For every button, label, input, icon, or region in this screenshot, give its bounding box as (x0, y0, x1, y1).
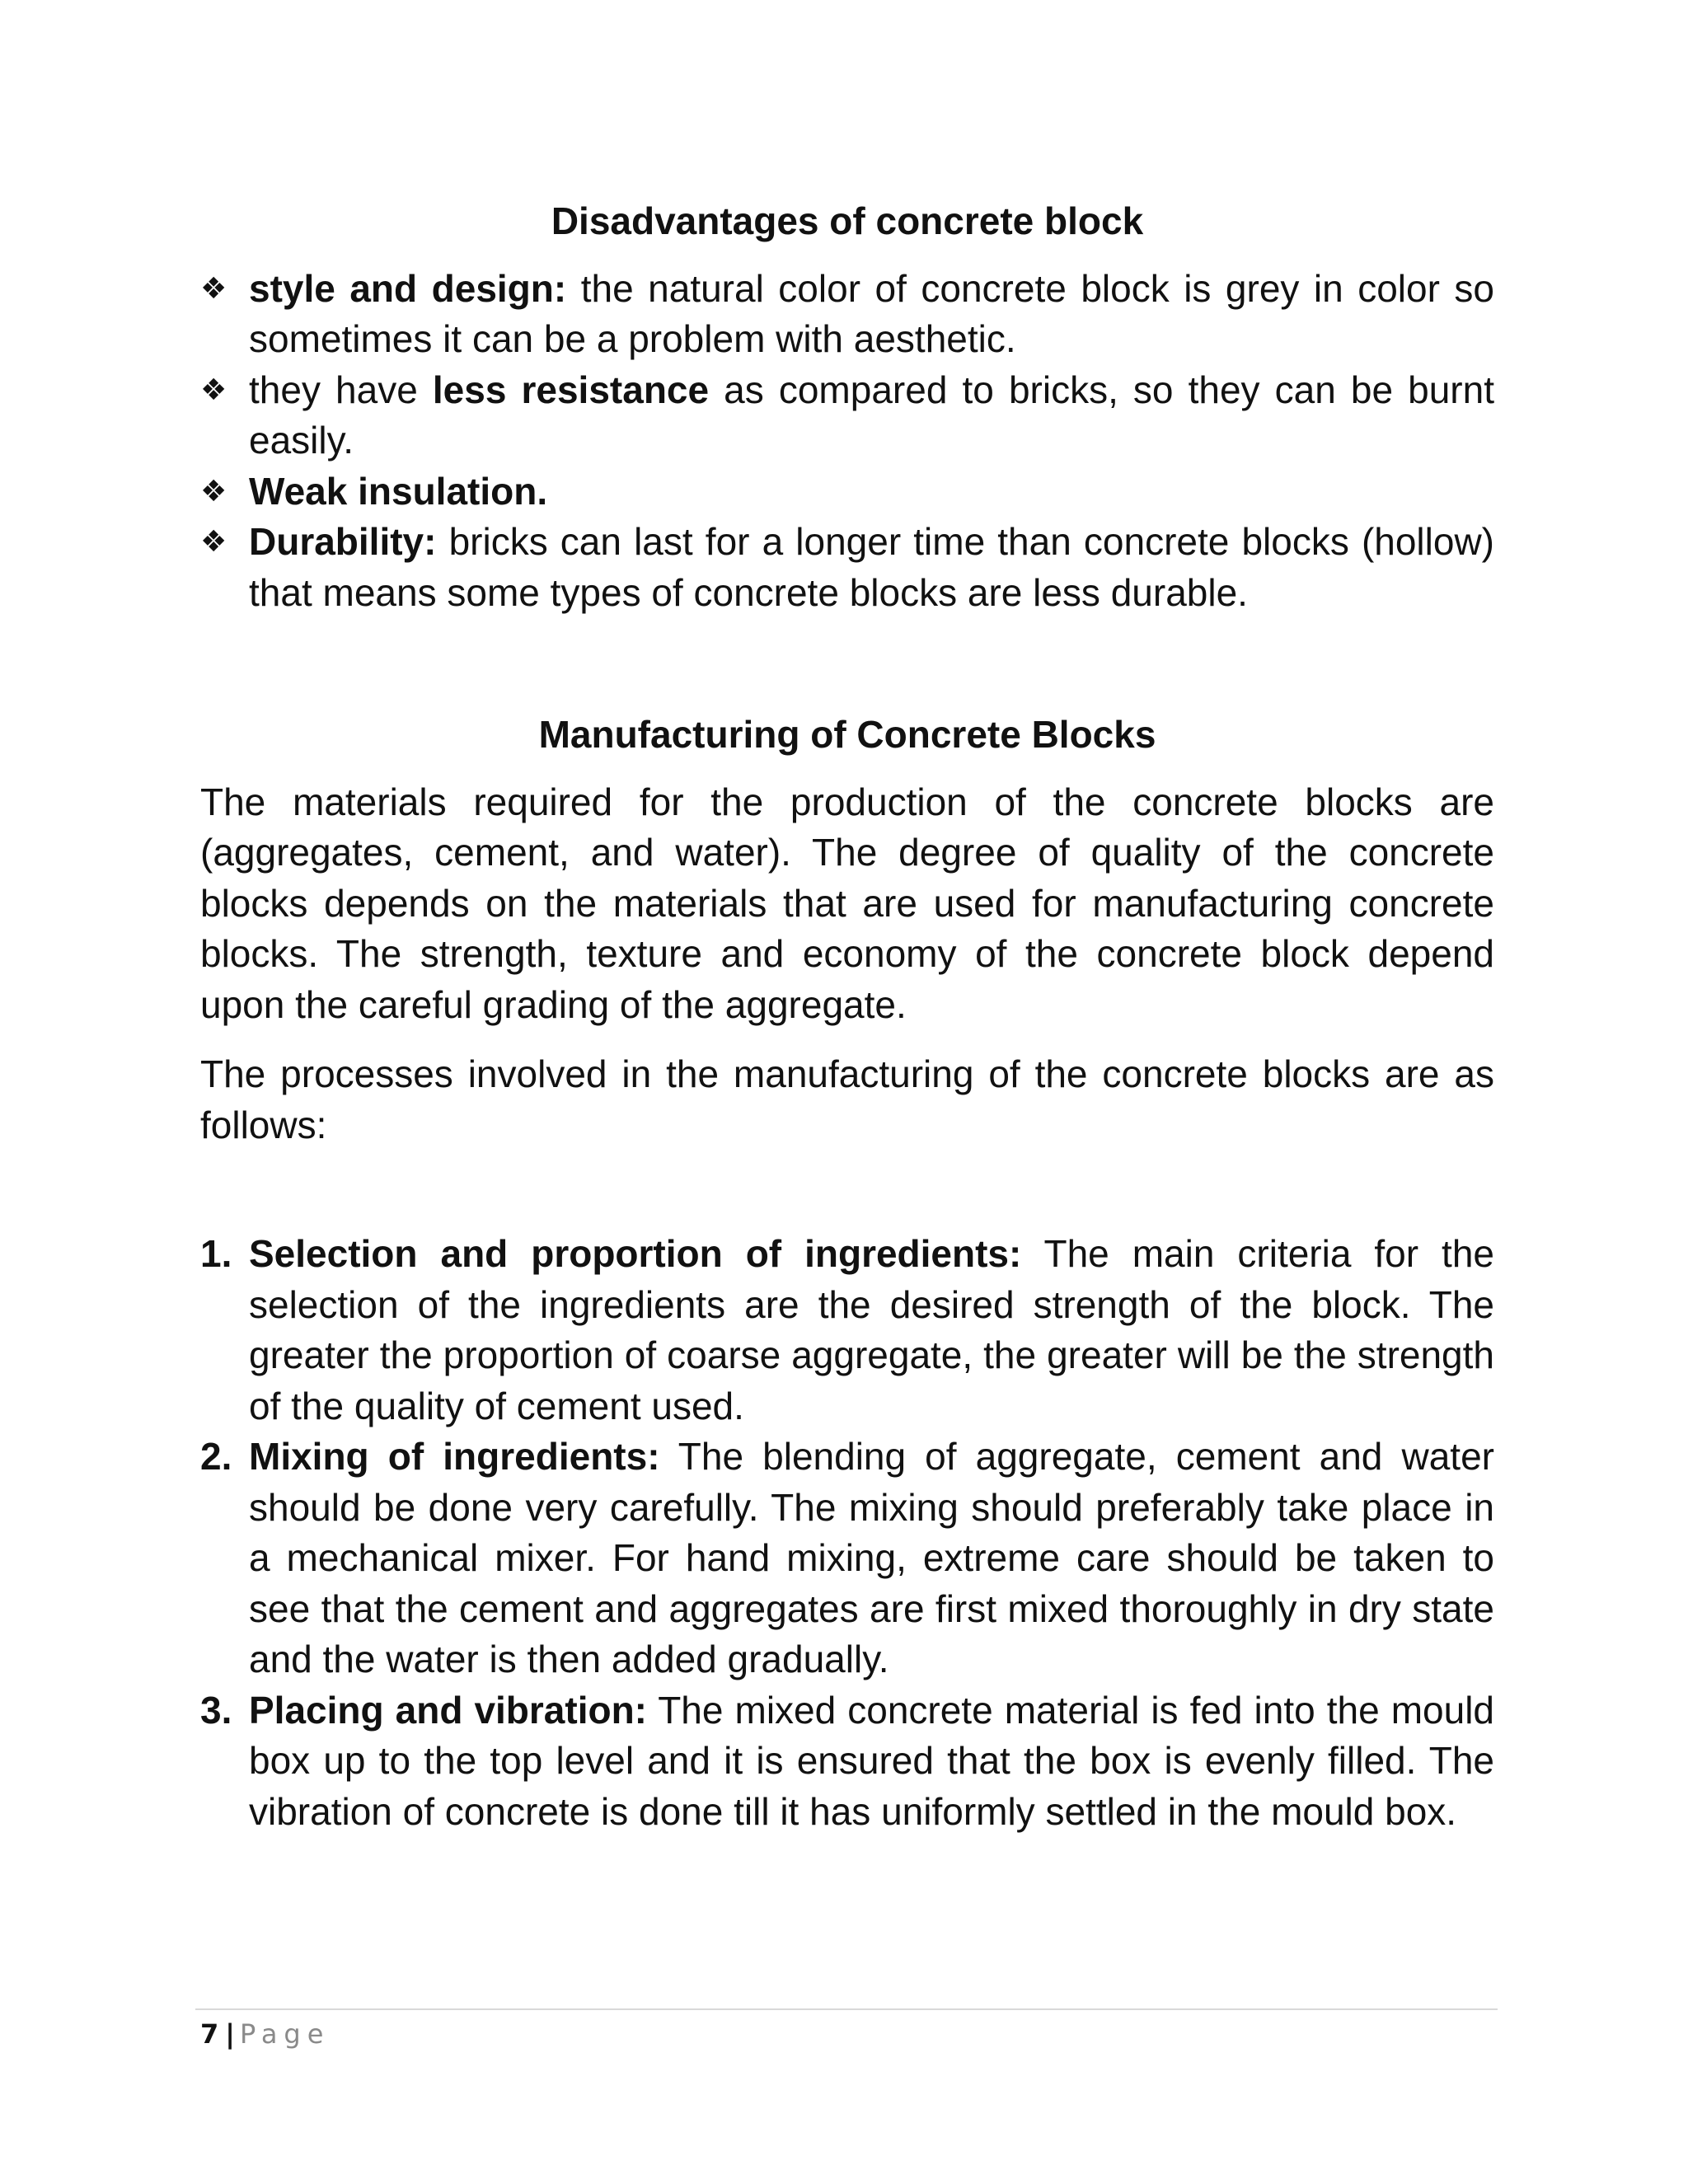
item-text-post: as compared to bricks, so they can be burnt easily. (249, 368, 1494, 462)
paragraph-materials: The materials required for the production of the concrete blocks are (aggregates, cement, and water). The degree of quality of the concrete blocks depends on the materials that are used for manufacturing concrete blocks. The strength, texture and economy of the concrete block depend upon the careful grading of the aggregate. (200, 780, 1494, 1026)
four-diamond-bullet-icon: ❖ (200, 271, 227, 306)
item-text: the natural color of concrete block is grey in color so sometimes it can be a problem with aesthetic. (249, 266, 1495, 360)
page-content (200, 196, 1494, 1837)
step-heading: Mixing of ingredients: (249, 1435, 660, 1478)
list-item (200, 517, 1494, 618)
section-title-disadvantages: Disadvantages of concrete block (551, 199, 1144, 242)
step-number: 1. (200, 1232, 232, 1275)
manufacturing-steps-list (200, 1229, 1494, 1837)
step-text: The mixed concrete material is fed into the mould box up to the top level and it is ensured that the box is evenly filled. The vibration of concrete is done till it has uniformly settled in the mould box. (249, 1688, 1495, 1833)
list-item (200, 365, 1494, 466)
item-text: bricks can last for a longer time than concrete blocks (hollow) that means some types of concrete blocks are less durable. (249, 520, 1494, 614)
four-diamond-bullet-icon: ❖ (200, 474, 227, 509)
page-number: 7 (200, 2018, 219, 2050)
section-title-manufacturing: Manufacturing of Concrete Blocks (538, 713, 1156, 756)
four-diamond-bullet-icon: ❖ (200, 373, 227, 407)
footer-separator: | (225, 2018, 235, 2050)
list-item (200, 1229, 1494, 1432)
list-item (200, 1685, 1494, 1838)
list-item (200, 264, 1494, 365)
item-heading: style and design: (249, 266, 567, 310)
list-item (200, 466, 1494, 518)
page-footer (200, 2018, 330, 2050)
item-text-pre: they have (249, 368, 433, 411)
page-label: Page (239, 2018, 331, 2050)
paragraph-processes-intro: The processes involved in the manufacturing of the concrete blocks are as follows: (200, 1052, 1494, 1146)
four-diamond-bullet-icon: ❖ (200, 525, 227, 559)
step-heading: Placing and vibration: (249, 1688, 648, 1732)
item-emphasis: less resistance (432, 368, 710, 411)
item-heading: Durability: (249, 520, 437, 563)
step-number: 3. (200, 1688, 232, 1732)
disadvantages-list (200, 264, 1494, 619)
footer-divider (195, 2008, 1498, 2010)
item-heading: Weak insulation. (249, 469, 548, 513)
step-text: The main criteria for the selection of the ingredients are the desired strength of the block. The greater the proportion of coarse aggregate, the greater will be the strength of the quality of cement used. (249, 1232, 1494, 1427)
list-item (200, 1432, 1494, 1685)
step-heading: Selection and proportion of ingredients: (249, 1232, 1022, 1275)
step-text: The blending of aggregate, cement and water should be done very carefully. The mixing should preferably take place in a mechanical mixer. For hand mixing, extreme care should be taken to see that the cement and aggregates are first mixed thoroughly in dry state and the water is then added gradually. (249, 1435, 1494, 1680)
step-number: 2. (200, 1435, 232, 1478)
